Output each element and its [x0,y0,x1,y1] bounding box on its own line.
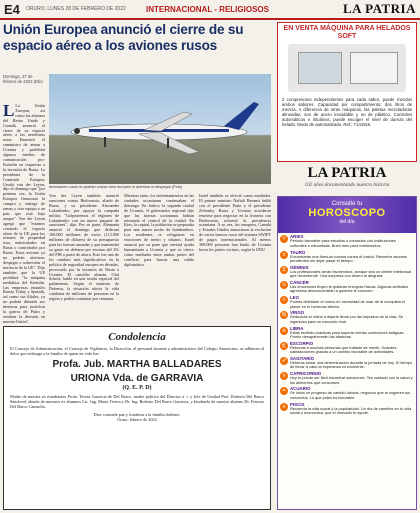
deceased-name-line-2: URIONA Vda. de GARRAVIA [70,373,204,384]
main-article [3,22,271,322]
sign-name: TAURO [290,249,306,255]
horoscope-sign-capricornio [278,371,416,385]
sign-text: Las emociones fluyen te quitarán energías físicas. Algunas actitudes agresivas desconcertarán a quienes te conocen. [290,284,409,294]
zodiac-icon: ♊ [281,266,287,273]
condolence-place-date: Oruro, febrero de 2022 [117,417,157,422]
sign-text: Recuerda la vida social y la popularidad. Un día de cambios en tu vida social y económica, que el mercado te ayude. [290,405,412,416]
zodiac-icon: ♋ [281,282,287,288]
sign-text: Hoy te puede ser fácil encontrar soluciones. Ten cuidado con la salud y los alimentos que consumes. [290,375,413,385]
horoscope-sign-cáncer [278,280,416,294]
rip-text: (Q. E. P. D) [122,385,152,391]
zodiac-icon: ♒ [281,388,287,395]
article-byline: Domingo, 27 de febrero de 2022 (Efe) [3,74,43,84]
condolence-notice [3,326,271,510]
la-patria-promo [277,165,417,193]
zodiac-icon: ♓ [281,403,287,410]
sign-text: Deberás tomar una determinación durante la jornada de hoy. El tiempo de llevar a cabo la esperanza es excelente. [290,360,413,370]
sign-name: VIRGO [290,310,305,316]
horoscope-sign-virgo [278,310,416,324]
sign-name: GÉMINIS [290,264,309,270]
horoscope-sign-tauro [278,250,416,264]
sign-name: ESCORPIO [290,340,314,346]
condolence-intro: El Consejo de Administración, el Consejo de Vigilancia, la Dirección, el personal docente y administrativo del Colegio Americano, se adhieren al dolor que embarga a la familia de quien en vida fue: [10,346,264,356]
ad-text: 2 compresores independientes para cada sabor, puede mezclar ambos sabores. Capacidad por compartimiento: dos litros de mezcla. A diferencia de otras máquinas, las paletas mezcladoras alineadas, son de acero inoxidable y no de plástico. Controles automáticos e intuitivos, puede escoger el nivel de dureza del helado. Modo de automatizado. Ref.: 7141516 [282,97,412,127]
column-1-text: La Unión Europea, así como las alianzas del Reino Unido y Canadá, anunció el cierre de su espacio aéreo a las aerolíneas rusas. Enumeró el suministro de armas a Ucrania y prohibirá algunos medios de comunicación pro-Kremlin en respuesta a la invasión de Rusia. La presidenta de la Comisión Europea, Ursula von der Leyen, dijo el domingo que "por primera vez, la Unión Europea financiará la compra y entrega de armas y otro equipo a un país que está bajo ataque". Von der Leyen agregó que "estamos cerrando el espacio aéreo de la UE para los aviones de propiedad rusa, matriculados en Rusia o controlados por Rusia. Estos aviones ya no podrán aterrizar, despegar o sobrevolar el territorio de la UE". Dijo también que la UE prohibirá "la máquina mediática del Kremlin. Las empresas estatales Russia Today y Sputnik, así como sus filiales, ya no podrán difundir sus mentiras para justificar la guerra de Putin y sembrar la división en nuestra Unión". [3,103,45,324]
zodiac-icon: ♉ [281,251,287,258]
zodiac-icon: ♐ [281,358,287,365]
condolence-closing: Dios consuele paz y fortaleza a la familia doliente. [93,412,181,417]
horoscope-title: HOROSCOPO [308,207,386,219]
horoscope-sign-libra [278,326,416,340]
sign-name: CÁNCER [290,280,309,285]
condolence-body: Madre de nuestra ex estudiantes Profa. Teresa Garravia de Del Barco, madre política del Director a. i. y Jefe de Unidad Prof. Roberto Del Barco Sandoval, abuela de nuestros ex alumnos Lic. Ing. María Teresa y Dr. Ing. Roberto Del Barco Garravia, y bisabuela de nuestro alumno Dr. Ernesto Del Barco Camacho. [10,394,264,409]
horoscope-sign-aries [278,234,416,248]
machine-image [288,44,406,92]
sign-text: Se inicia un progreso de cambio laboral, negocios que te sugieren tus conocidos. Lo que pides es favorable. [290,390,411,400]
sign-name: SAGITARIO [290,356,315,362]
horoscope-sign-leo [278,295,416,309]
article-column-1 [3,101,45,324]
sign-text: Podrás deleitarte el nuevo en necesidad de usar de la conquista el placer en tu hermosa afición. [290,299,405,309]
article-headline: Unión Europea anunció el cierre de su espacio aéreo a los aviones rusos [3,22,244,53]
condolence-title: Condolencia [108,331,166,343]
sign-name: ARIES [290,234,304,240]
sign-name: ACUARIO [290,386,311,392]
zodiac-icon: ♍ [281,312,287,319]
sign-name: LIBRA [290,325,304,331]
sign-name: PISCIS [290,401,305,407]
horoscope-banner [278,197,416,233]
article-column-4: Israel también se ofreció como mediador. El primer ministro Naftali Bennett habló con el presidente Putin y el presidente Zelensky. Rusia y Ucrania acordaron reunirse para negociar en la frontera con Bielorrusia, informó la presidencia ucraniana. A su vez, los europeos, Canadá y Estados Unidos anunciaron la exclusión de varios bancos rusos del sistema SWIFT de pagos internacionales. Al menos 368.000 personas han huido de Ucrania hacia los países vecinos, según la ONU. [199,193,271,252]
horoscope-signs-list [278,234,416,415]
sign-text: Estas recibido prácticas para superar ciertas conexiones antiguas. Pronto desaparecerán las ataduras. [290,329,405,340]
page-number: E4 [4,1,20,17]
issue-date: ORURO, LUNES 28 DE FEBRERO DE 2022 [26,6,126,12]
zodiac-icon: ♈ [281,236,287,243]
sign-text: Reducirás tu rutina a dejarte llevar por las impulsos de la vida. Se ingeniosa para un conocido rival. [290,314,404,324]
horoscope-post: del día [339,219,355,225]
ice-cream-machine-ad [277,22,417,162]
article-column-3: Mientras tanto, los enfrentamientos en las ciudades ucranianas continuaban el domingo. En Jarkov, la segunda ciudad de Ucrania, el gobernador regional dijo que las fuerzas ucranianas habían retomado el control de la ciudad. En Kiev, la capital, la población se preparaba para una nueva noche de bombardeos. Los residentes se refugiaron en estaciones de metro y sótanos. Israel anunció por su parte que enviará ayuda humanitaria a Ucrania y que se ofrece como mediador entre ambas partes del conflicto para buscar una salida diplomática. [124,193,195,267]
page-header [0,0,420,20]
sign-text: Periodo favorable para estudios o contactos con instituciones culturales o educativas. Buen mes para matrimonios. [290,238,396,248]
horoscope-sign-sagitario [278,356,416,370]
horoscope-sign-piscis [278,402,416,416]
promo-title: LA PATRIA [307,165,387,181]
zodiac-icon: ♏ [281,342,287,349]
horoscope-sign-escorpio [278,341,416,355]
sign-name: CAPRICORNIO [290,371,322,377]
zodiac-icon: ♎ [281,327,287,334]
airplane-image [49,74,271,184]
article-photo [49,74,271,184]
sign-text: Encontrarás una fórmula curiosa contra el hastío. Resuelve asuntos pendientes sin dejar pasar el tiempo. [290,253,407,263]
horoscope-sign-géminis [278,265,416,279]
newspaper-masthead: LA PATRIA [343,1,416,16]
horoscope-pre: Consulte tu [331,201,363,207]
horoscope-section [277,196,417,510]
promo-subtitle: 102 años documentando nuestra historia [304,182,390,188]
photo-caption: Aeronaves rusas no podrán cruzar cielo europeo ni aterrizar ni despegar (Foto) [49,185,183,189]
zodiac-icon: ♌ [281,297,287,304]
zodiac-icon: ♑ [281,373,287,380]
sign-text: Los profesionales serán favorecidos, aunque sea un cliente intelectual que recomiende. Una sorpresa con dinero te alegrará. [290,268,412,279]
deceased-name-line-1: Profa. Jub. MARTHA BALLADARES [52,359,222,370]
ad-title: EN VENTA MÁQUINA PARA HELADOS SOFT [283,25,411,40]
article-column-2: Von der Leyen también anunció sanciones contra Bielorrusia, aliado de Rusia, y su presidente Alexander Lukashenko, por apoyar la campaña militar. "Golpearemos el régimen de Lukashenko con un nuevo paquete de sanciones", dijo. Por su parte, Alemania anunció el domingo que dedicará 100.000 millones de euros (113.000 millones de dólares) de su presupuesto para las fuerzas armadas y que mantendrá su gasto en defensa por encima del 2% del PIB a partir de ahora. Este fue uno de los cambios más significativos en la política de seguridad europea en décadas, provocado por la invasión de Rusia a Ucrania. El canciller alemán, Olaf Scholz, habló en una sesión especial del parlamento. Según el ministro de Defensa, la situación afecta la vida cotidiana de millones de personas en la región y podría continuar por semanas. [49,193,119,302]
sign-text: Retomas a muchas personas que trataste de mentir. Grandes satisfacciones gracias a un cambio favorable de actividades. [290,344,397,355]
sign-name: LEO [290,295,300,301]
drop-cap: L [3,101,15,120]
section-name: INTERNACIONAL - RELIGIOSOS [146,4,269,14]
horoscope-sign-acuario [278,386,416,400]
